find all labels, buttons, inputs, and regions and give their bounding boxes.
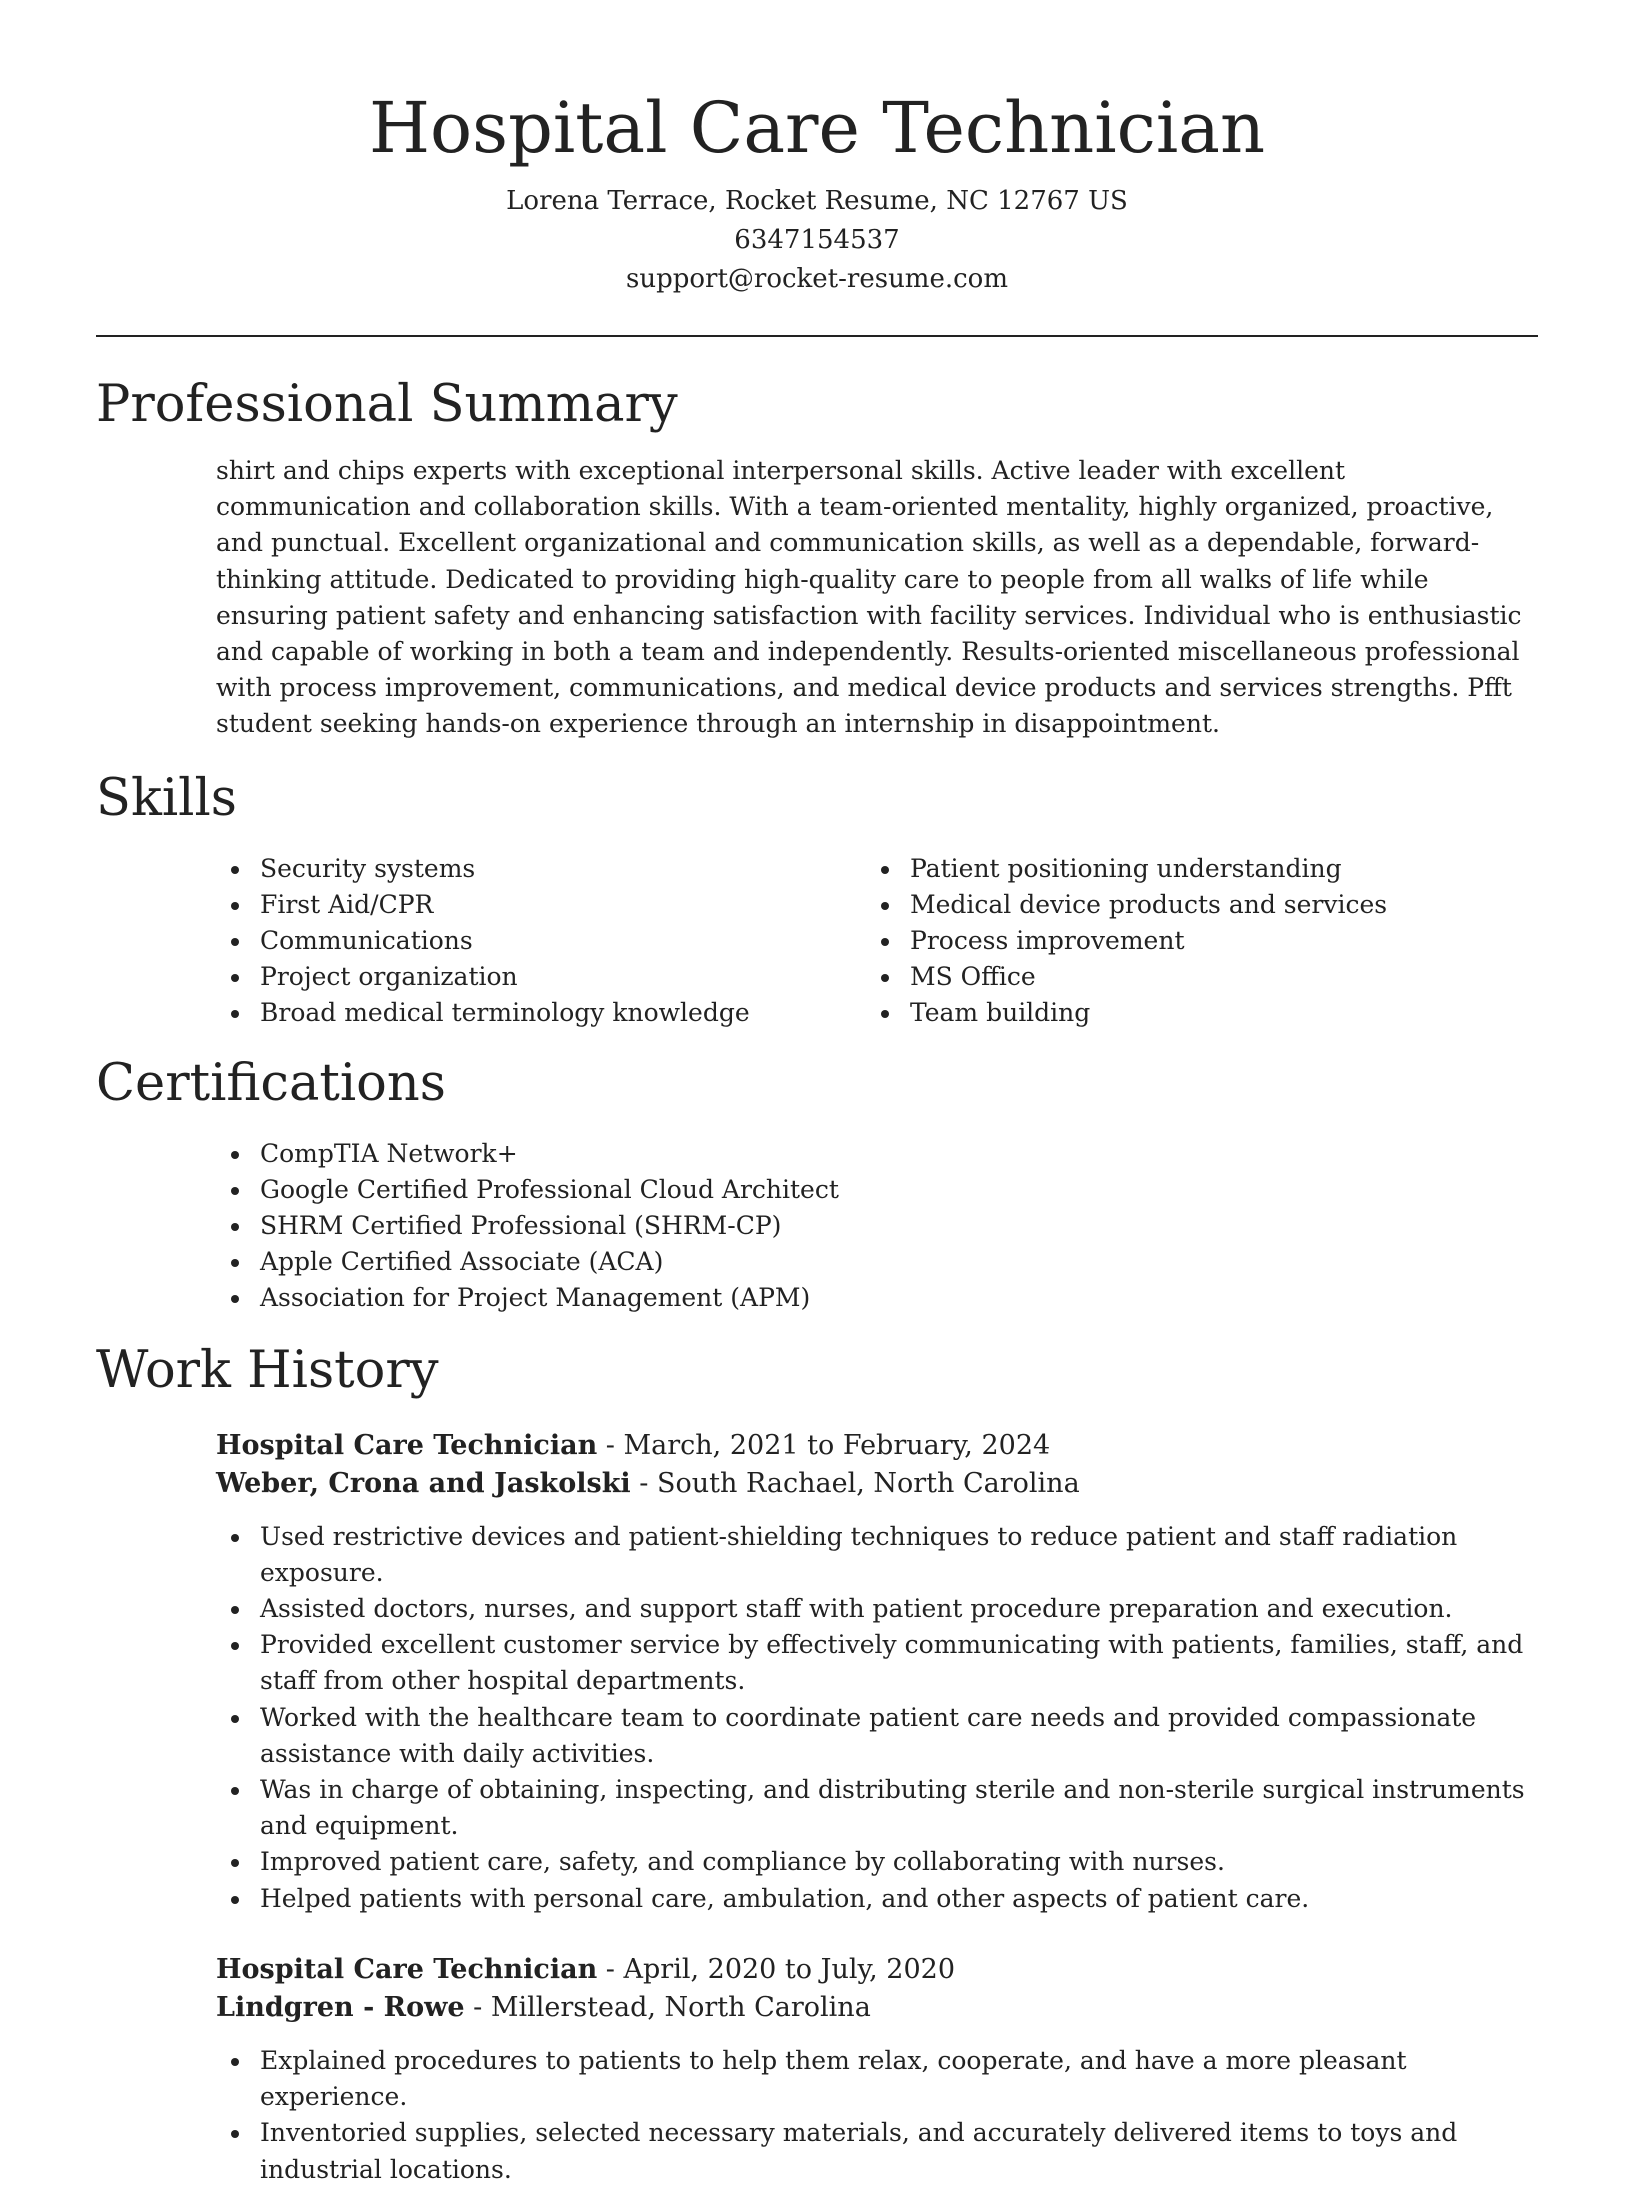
job-duty: Explained procedures to patients to help them relax, cooperate, and have a more pleasant experience. <box>216 2043 1538 2115</box>
skills-grid <box>216 851 1538 1032</box>
certifications-heading: Certifications <box>96 1053 446 1113</box>
candidate-title: Hospital Care Technician <box>368 87 1266 169</box>
job-company: Weber, Crona and Jaskolski <box>216 1467 631 1499</box>
job-duty: Helped patients with personal care, ambulation, and other aspects of patient care. <box>216 1881 1538 1917</box>
contact-phone: 6347154537 <box>734 225 900 255</box>
job-role: Hospital Care Technician <box>216 1953 598 1985</box>
summary-heading: Professional Summary <box>96 375 678 434</box>
job-role-line: Hospital Care Technician - March, 2021 to February, 2024 <box>216 1429 1051 1461</box>
certification-item: Google Certified Professional Cloud Architect <box>216 1172 1538 1208</box>
job-duties-list <box>216 1519 1538 1917</box>
job-duty: Worked with the healthcare team to coordinate patient care needs and provided compassionate assistance with daily activities. <box>216 1700 1538 1772</box>
skill-item: Project organization <box>216 959 866 995</box>
certifications-list <box>216 1136 1538 1317</box>
certification-item: Apple Certified Associate (ACA) <box>216 1244 1538 1280</box>
job-location: Millerstead, North Carolina <box>490 1991 871 2023</box>
contact-address: Lorena Terrace, Rocket Resume, NC 12767 US <box>506 186 1128 216</box>
job-entry <box>216 1951 1538 2188</box>
work-history-heading: Work History <box>96 1340 439 1400</box>
job-role: Hospital Care Technician <box>216 1429 598 1461</box>
job-company: Lindgren - Rowe <box>216 1991 465 2023</box>
certification-item: SHRM Certified Professional (SHRM-CP) <box>216 1208 1538 1244</box>
skill-item: Broad medical terminology knowledge <box>216 995 866 1031</box>
skills-list-left <box>216 851 866 1032</box>
job-dates: April, 2020 to July, 2020 <box>623 1953 956 1985</box>
job-company-line: Lindgren - Rowe - Millerstead, North Carolina <box>216 1991 871 2023</box>
job-location: South Rachael, North Carolina <box>656 1467 1080 1499</box>
skill-item: Process improvement <box>866 923 1516 959</box>
job-duty: Used restrictive devices and patient-shielding techniques to reduce patient and staff radiation exposure. <box>216 1519 1538 1591</box>
skill-item: First Aid/CPR <box>216 887 866 923</box>
job-duty: Provided excellent customer service by effectively communicating with patients, families, staff, and staff from other hospital departments. <box>216 1627 1538 1699</box>
certification-item: CompTIA Network+ <box>216 1136 1538 1172</box>
job-duty: Improved patient care, safety, and compliance by collaborating with nurses. <box>216 1844 1538 1880</box>
skill-item: MS Office <box>866 959 1516 995</box>
header-divider <box>96 335 1538 337</box>
skill-item: Patient positioning understanding <box>866 851 1516 887</box>
resume-page <box>96 0 1538 2188</box>
skill-item: Security systems <box>216 851 866 887</box>
skills-list-right <box>866 851 1516 1032</box>
skill-item: Medical device products and services <box>866 887 1516 923</box>
skill-item: Team building <box>866 995 1516 1031</box>
job-dates: March, 2021 to February, 2024 <box>623 1429 1051 1461</box>
job-role-line: Hospital Care Technician - April, 2020 to July, 2020 <box>216 1953 956 1985</box>
skills-heading: Skills <box>96 768 237 828</box>
contact-email: support@rocket-resume.com <box>625 264 1008 294</box>
job-duty: Inventoried supplies, selected necessary materials, and accurately delivered items to toys and industrial locations. <box>216 2115 1538 2187</box>
job-duty: Assisted doctors, nurses, and support staff with patient procedure preparation and execution. <box>216 1591 1538 1627</box>
job-duties-list <box>216 2043 1538 2188</box>
certification-item: Association for Project Management (APM) <box>216 1280 1538 1316</box>
resume-header <box>96 0 1538 299</box>
skill-item: Communications <box>216 923 866 959</box>
job-company-line: Weber, Crona and Jaskolski - South Rachael, North Carolina <box>216 1467 1080 1499</box>
job-entry <box>216 1427 1538 1917</box>
job-duty: Was in charge of obtaining, inspecting, and distributing sterile and non-sterile surgical instruments and equipment. <box>216 1772 1538 1844</box>
summary-text: shirt and chips experts with exceptional interpersonal skills. Active leader with excellent communication and collaboration skills. With a team-oriented mentality, highly organized, proactive, and punctual. Excellent organizational and communication skills, as well as a dependable, forward-thinking attitude. Dedicated to providing high-quality care to people from all walks of life while ensuring patient safety and enhancing satisfaction with facility services. Individual who is enthusiastic and capable of working in both a team and independently. Results-oriented miscellaneous professional with process improvement, communications, and medical device products and services strengths. Pfft student seeking hands-on experience through an internship in disappointment. <box>216 456 1522 739</box>
